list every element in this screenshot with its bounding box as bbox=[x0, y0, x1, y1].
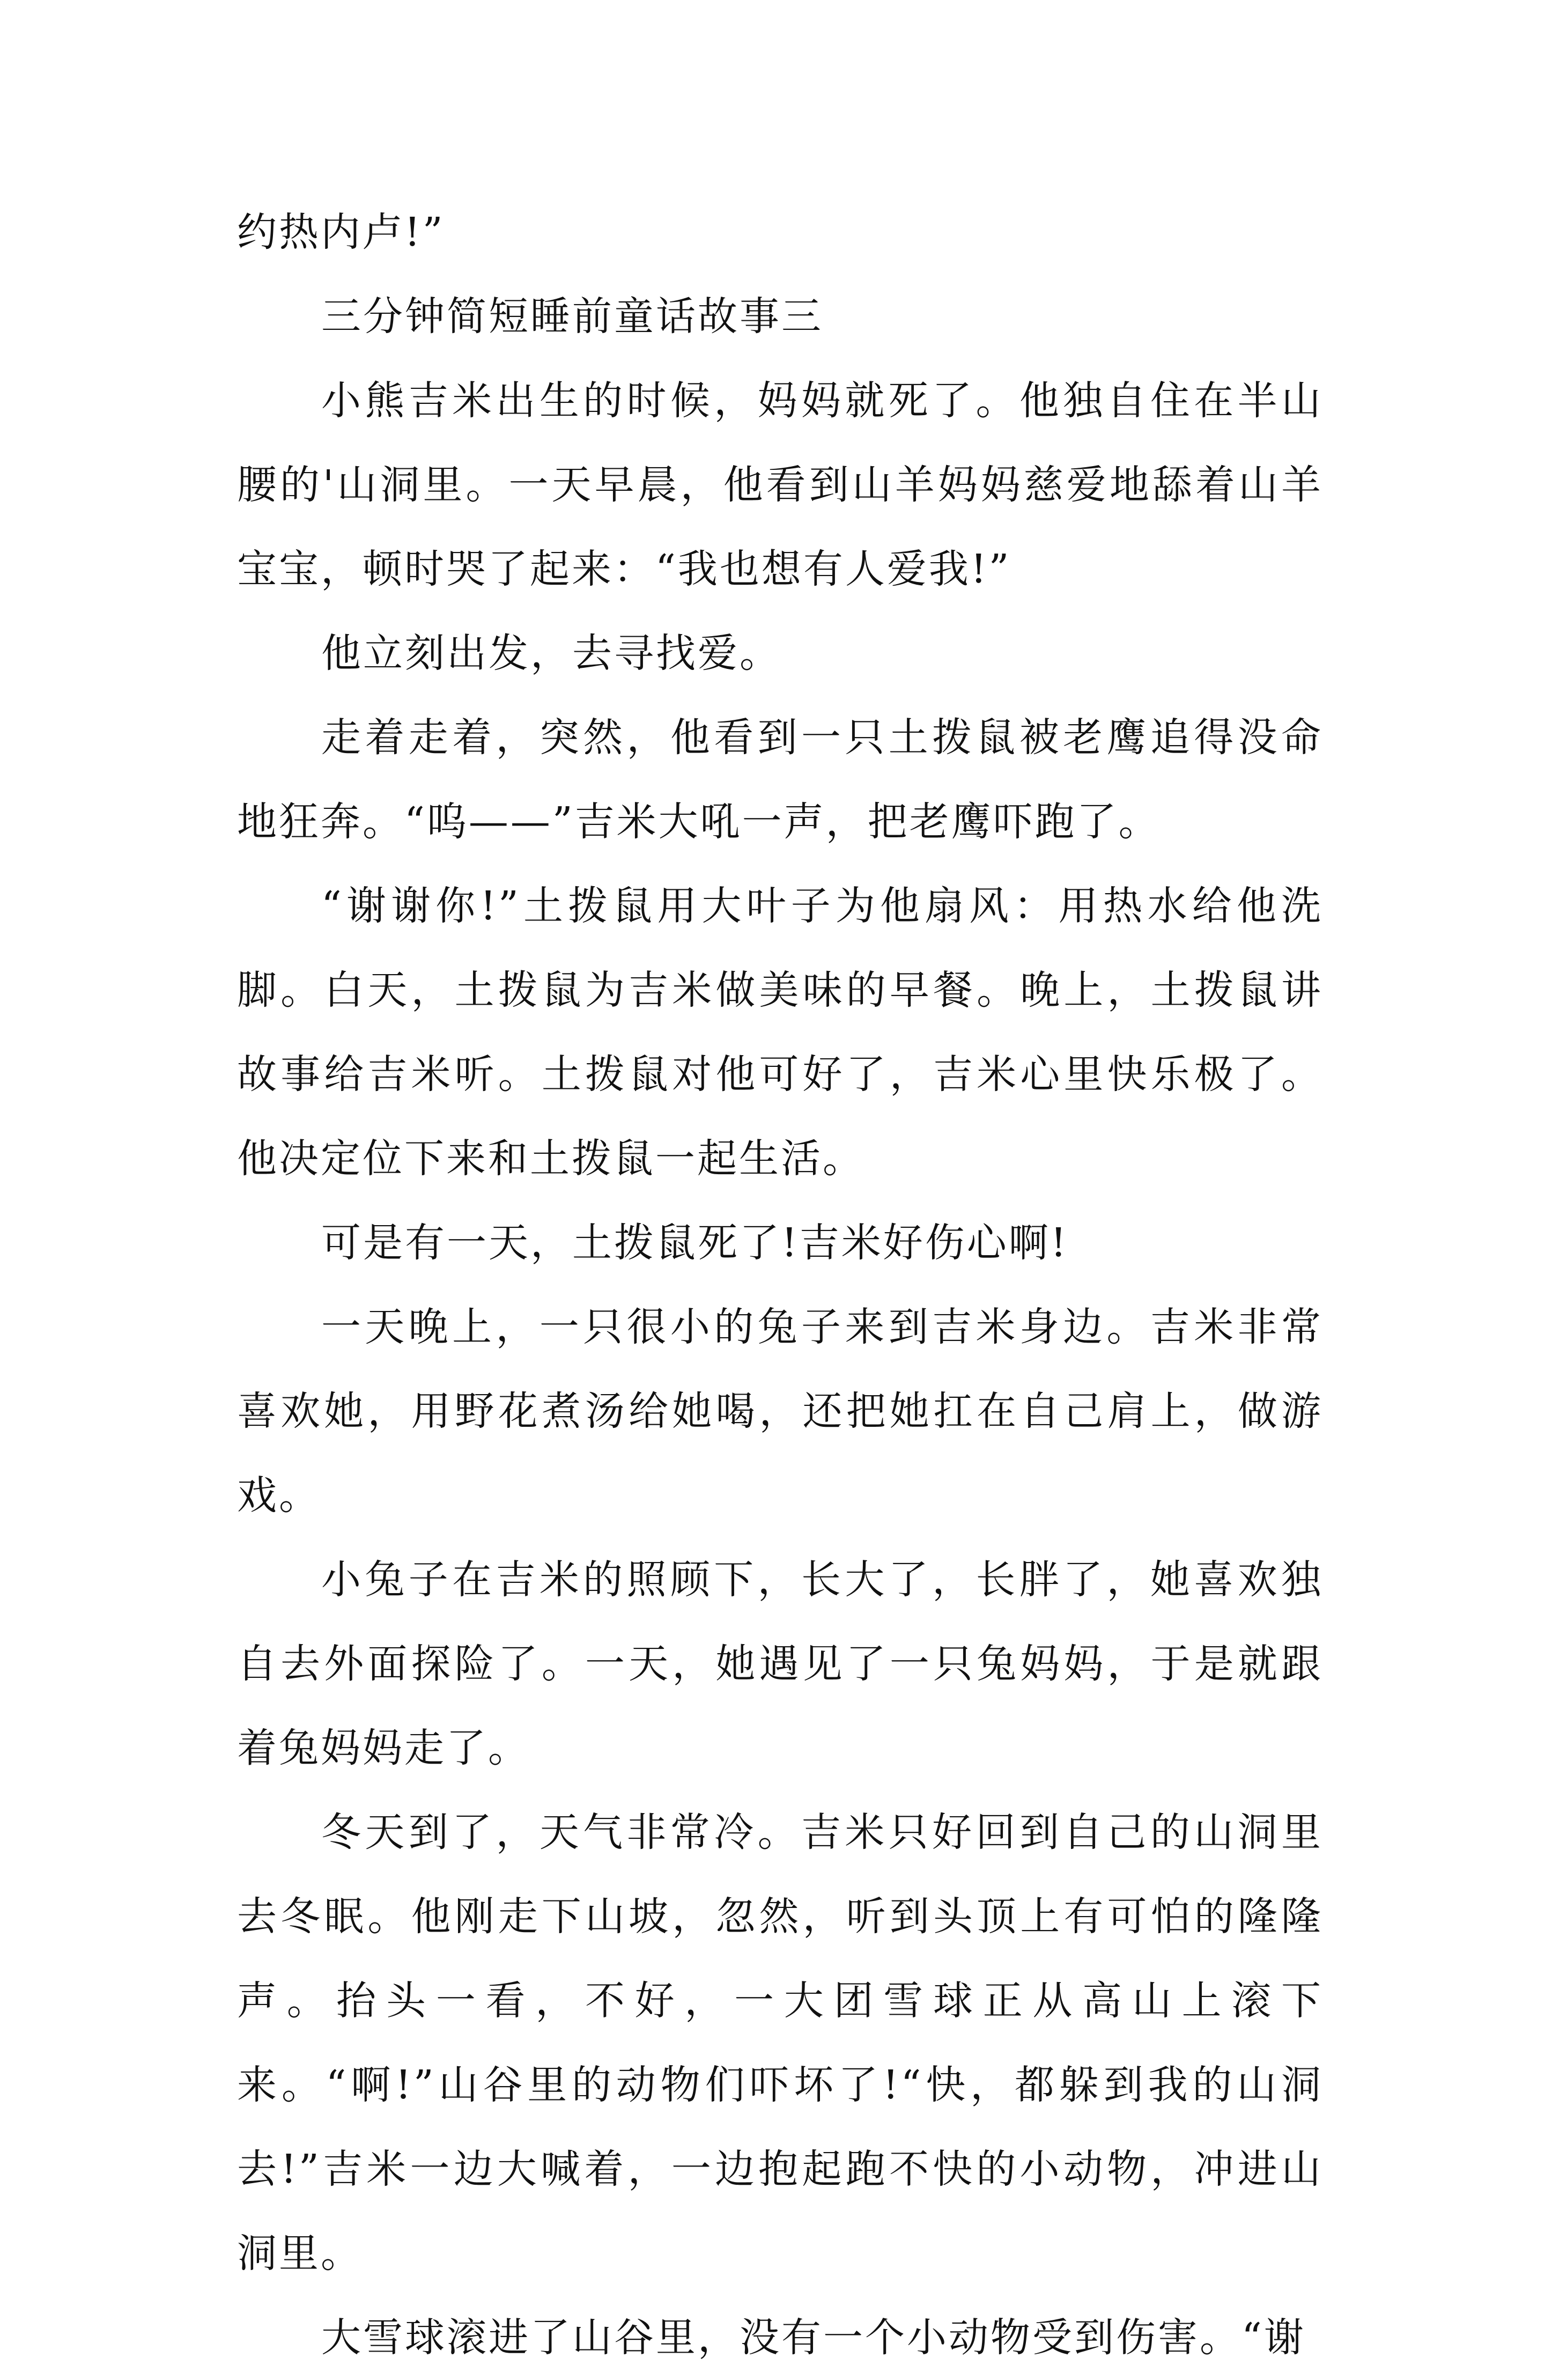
paragraph: 他立刻出发，去寻找爱。 bbox=[321, 630, 781, 676]
paragraph: 大雪球滚进了山谷里，没有一个小动物受到伤害。“谢 bbox=[321, 2315, 1306, 2361]
paragraph: 一天晚上，一只很小的兔子来到吉米身边。吉米非常喜欢她，用野花煮汤给她喝，还把她扛在自己肩上，做游戏。 bbox=[237, 1304, 1323, 1519]
paragraph: 冬天到了，天气非常冷。吉米只好回到自己的山洞里去冬眠。他刚走下山坡，忽然，听到头顶上有可怕的隆隆声。抬头一看，不好，一大团雪球正从高山上滚下来。“啊!”山谷里的动物们吓坏了!“快，都躲到我的山洞去!”吉米一边大喊着，一边抱起跑不快的小动物，冲进山洞里。 bbox=[237, 1809, 1323, 2276]
story-title: 三分钟简短睡前童话故事三 bbox=[321, 293, 823, 340]
paragraph: “谢谢你!”土拨鼠用大叶子为他扇风：用热水给他洗脚。白天，土拨鼠为吉米做美味的早餐。晚上，土拨鼠讲故事给吉米听。土拨鼠对他可好了，吉米心里快乐极了。他决定位下来和土拨鼠一起生活。 bbox=[237, 883, 1323, 1182]
story-text-column bbox=[237, 190, 1323, 2380]
paragraph: 走着走着，突然，他看到一只土拨鼠被老鹰追得没命地狂奔。“呜——”吉米大吼一声，把老鹰吓跑了。 bbox=[237, 714, 1323, 845]
paragraph: 小兔子在吉米的照顾下，长大了，长胖了，她喜欢独自去外面探险了。一天，她遇见了一只兔妈妈，于是就跟着兔妈妈走了。 bbox=[237, 1557, 1323, 1771]
paragraph-continuation: 约热内卢!” bbox=[237, 209, 445, 255]
paragraph: 小熊吉米出生的时候，妈妈就死了。他独自住在半山腰的'山洞里。一天早晨，他看到山羊妈妈慈爱地舔着山羊宝宝，顿时哭了起来：“我也想有人爱我!” bbox=[237, 378, 1323, 592]
paragraph: 可是有一天，土拨鼠死了!吉米好伤心啊! bbox=[321, 1220, 1069, 1266]
